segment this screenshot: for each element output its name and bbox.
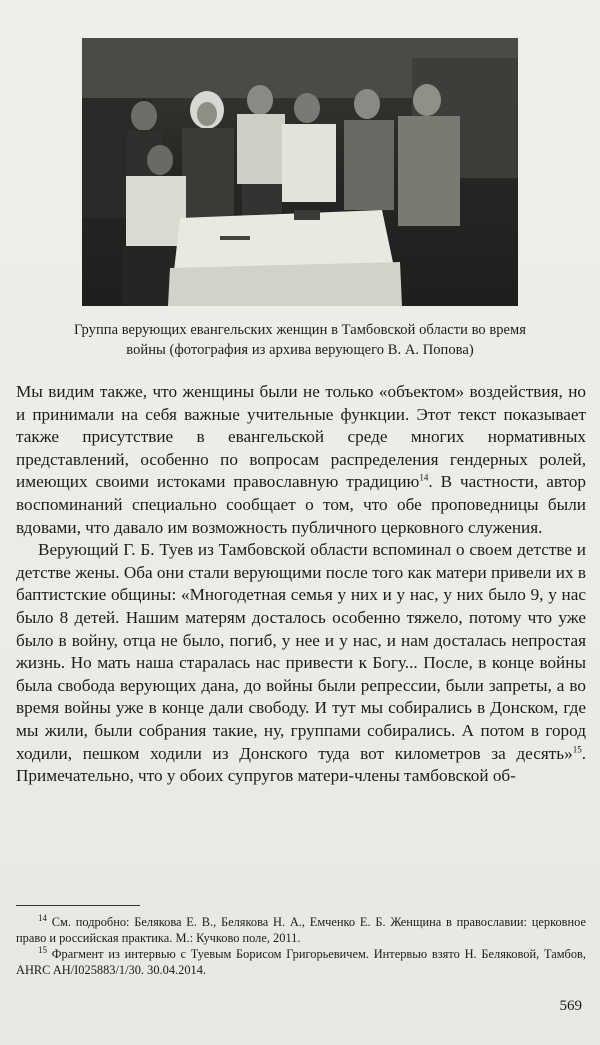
footnote-14 xyxy=(16,914,586,946)
group-photo-icon xyxy=(82,38,518,306)
caption-line-1: Группа верующих евангельских женщин в Тамбовской области во время xyxy=(74,322,526,338)
footnote-15 xyxy=(16,946,586,978)
paragraph-1-text: Мы видим также, что женщины были не только «объектом» воздействия, но и принимали на себя важные учительные функции. Этот текст показывает также присутствие в евангельской среде многих нормативных представлений, особенно по вопросам распределения гендерных ролей, имеющих своими истоками православную традицию xyxy=(16,382,586,492)
group-photo xyxy=(82,38,518,306)
main-text xyxy=(16,381,586,788)
photo-caption xyxy=(22,320,578,360)
footnotes xyxy=(16,914,586,978)
footnote-ref-15[interactable]: 15 xyxy=(572,743,582,754)
footnote-14-number: 14 xyxy=(38,912,47,923)
paragraph-1 xyxy=(16,381,586,539)
page-number: 569 xyxy=(559,998,582,1014)
footnote-14-text: См. подробно: Белякова Е. В., Белякова Н. А., Емченко Е. Б. Женщина в православии: церковное право и российская практика. М.: Кучково поле, 2011. xyxy=(16,915,586,945)
paragraph-2 xyxy=(16,539,586,788)
paragraph-2-tail: . Примечательно, что у обоих супругов матери-члены тамбовской об- xyxy=(16,743,586,786)
paragraph-1-tail: . В частности, автор воспоминаний специально сообщает о том, что обе проповедницы были вдовами, что давало им возможность публичного церковного служения. xyxy=(16,472,586,537)
footnote-15-text: Фрагмент из интервью с Туевым Борисом Григорьевичем. Интервью взято Н. Беляковой, Тамбов, AHRC AH/I025883/1/30. 30.04.2014. xyxy=(16,947,586,977)
footnote-divider xyxy=(16,905,140,906)
footnote-15-number: 15 xyxy=(38,944,47,955)
paragraph-2-text: Верующий Г. Б. Туев из Тамбовской области вспоминал о своем детстве и детстве жены. Оба они стали верующими после того как матери привели их в баптистские общины: «Многодетная семья у них и у нас, у них было 9, у нас было 8 детей. Нашим матерям досталось особенно тяжело, потому что уже было в войну, отца не было, погиб, у нее и у нас, и нам досталась непростая жизнь. Но мать наша старалась нас привести к Богу... После, в конце войны была свобода верующих дана, до войны были репрессии, были запреты, а во время войны уже в конце дали свободу. И тут мы собирались в Донском, где мы жили, были собрания такие, ну, группами собирались. А потом в город ходили, пешком ходили из Донского туда вот километров за десять» xyxy=(16,540,586,763)
caption-line-2: войны (фотография из архива верующего В. А. Попова) xyxy=(126,342,474,358)
footnote-ref-14[interactable]: 14 xyxy=(419,472,429,483)
